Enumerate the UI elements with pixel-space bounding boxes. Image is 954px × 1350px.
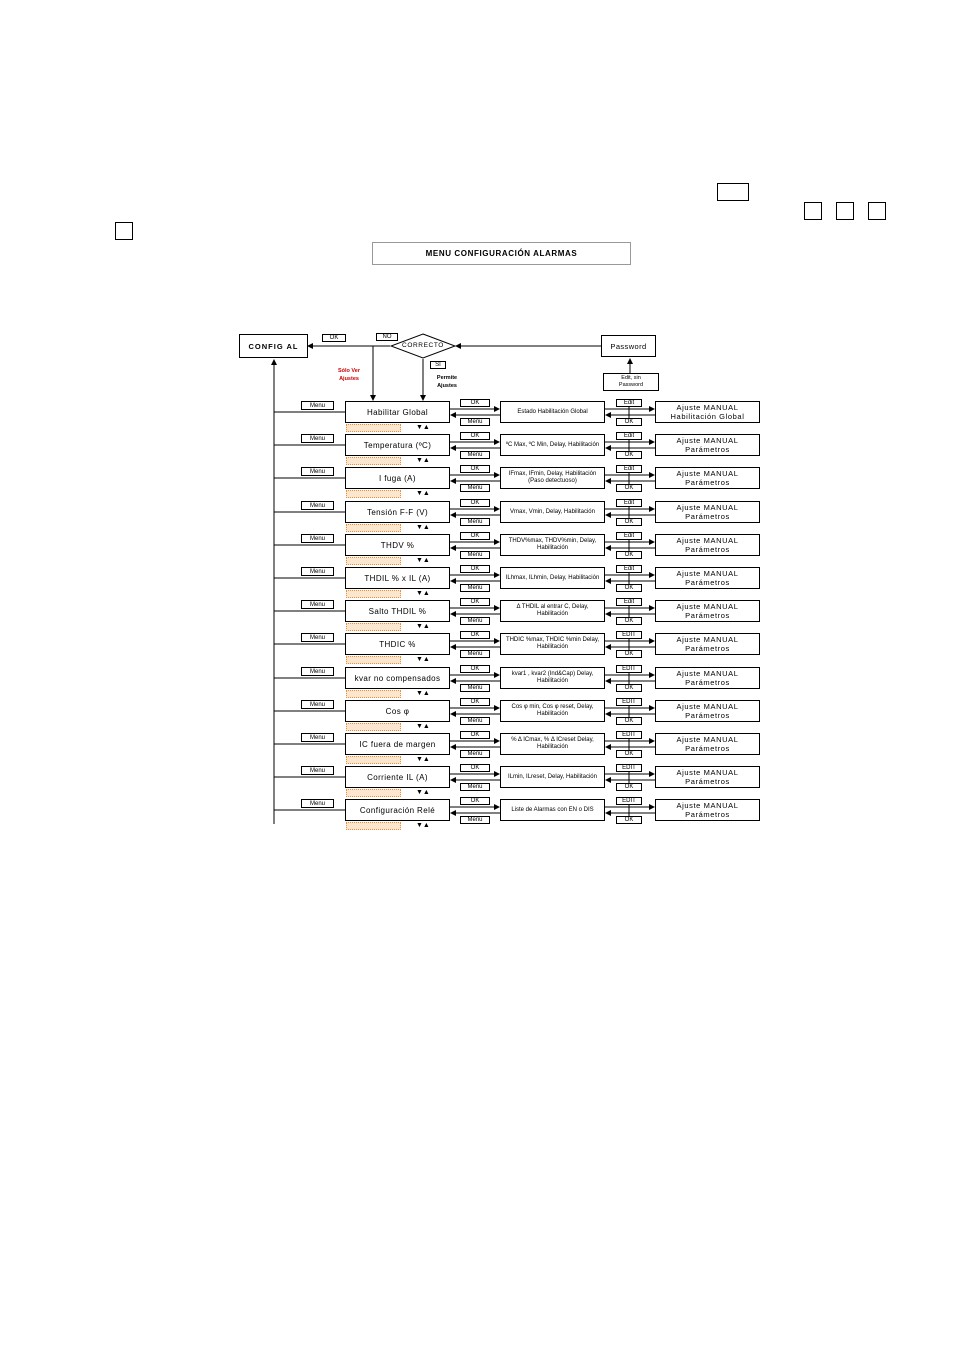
adjust-box-4[interactable]: Ajuste MANUAL Parámetros	[655, 534, 760, 556]
param-box-11: ILmin, ILreset, Delay, Habilitación	[500, 766, 605, 788]
edit-tag[interactable]: Edit	[616, 499, 642, 507]
menu-item-0[interactable]: Habilitar Global	[345, 401, 450, 423]
menu-item-11[interactable]: Corriente IL (A)	[345, 766, 450, 788]
adjust-box-12[interactable]: Ajuste MANUAL Parámetros	[655, 799, 760, 821]
adjust-box-9[interactable]: Ajuste MANUAL Parámetros	[655, 700, 760, 722]
nav-arrows[interactable]: ▼▲	[416, 557, 430, 564]
password-box[interactable]	[601, 335, 656, 357]
scroll-strip	[346, 623, 401, 631]
nav-arrows[interactable]: ▼▲	[416, 789, 430, 796]
menu-back-tag[interactable]: Menu	[301, 799, 334, 808]
nav-arrows[interactable]: ▼▲	[416, 690, 430, 697]
scroll-strip	[346, 690, 401, 698]
edit-tag[interactable]: EDIT	[616, 631, 642, 639]
menu-tag[interactable]: Menu	[460, 418, 490, 426]
permite-ajustes-label: Permite Ajustes	[436, 375, 458, 389]
menu-item-7[interactable]: THDIC %	[345, 633, 450, 655]
page-title: MENU CONFIGURACIÓN ALARMAS	[372, 242, 631, 265]
edit-tag[interactable]: EDIT	[616, 698, 642, 706]
scroll-strip	[346, 723, 401, 731]
menu-item-3[interactable]: Tensión F-F (V)	[345, 501, 450, 523]
menu-back-tag[interactable]: Menu	[301, 434, 334, 443]
param-box-10: % Δ ICmax, % Δ ICreset Delay, Habilitación	[500, 733, 605, 755]
menu-back-tag[interactable]: Menu	[301, 501, 334, 510]
menu-item-9[interactable]: Cos φ	[345, 700, 450, 722]
edit-tag[interactable]: EDIT	[616, 797, 642, 805]
param-box-7: THDIC %max, THDIC %min Delay, Habilitación	[500, 633, 605, 655]
param-box-12: Liste de Alarmas con EN o DIS	[500, 799, 605, 821]
ok-tag[interactable]: OK	[460, 631, 490, 639]
scroll-strip	[346, 424, 401, 432]
ok-tag[interactable]: OK	[460, 731, 490, 739]
correcto-label: CORRECTO	[402, 342, 444, 349]
menu-item-6[interactable]: Salto THDIL %	[345, 600, 450, 622]
ok-tag-right[interactable]: OK	[616, 418, 642, 426]
edit-sin-password-label: Edit, sin Password	[618, 375, 644, 388]
ok-tag-right[interactable]: OK	[616, 584, 642, 592]
ok-tag[interactable]: OK	[460, 399, 490, 407]
ok-tag-right[interactable]: OK	[616, 816, 642, 824]
menu-back-tag[interactable]: Menu	[301, 567, 334, 576]
menu-back-tag[interactable]: Menu	[301, 467, 334, 476]
scroll-strip	[346, 557, 401, 565]
adjust-box-6[interactable]: Ajuste MANUAL Parámetros	[655, 600, 760, 622]
ok-tag[interactable]: OK	[460, 532, 490, 540]
menu-tag[interactable]: Menu	[460, 717, 490, 725]
param-box-1: ºC Max, ºC Min, Delay, Habilitación	[500, 434, 605, 456]
menu-tag[interactable]: Menu	[460, 551, 490, 559]
ok-tag[interactable]: OK	[460, 432, 490, 440]
menu-back-tag[interactable]: Menu	[301, 600, 334, 609]
adjust-box-1[interactable]: Ajuste MANUAL Parámetros	[655, 434, 760, 456]
menu-tag[interactable]: Menu	[460, 750, 490, 758]
si-tag: SI	[430, 361, 446, 369]
ok-tag[interactable]: OK	[460, 764, 490, 772]
nav-arrows[interactable]: ▼▲	[416, 590, 430, 597]
ok-tag-right[interactable]: OK	[616, 783, 642, 791]
menu-tag[interactable]: Menu	[460, 518, 490, 526]
param-box-8: kvar1 , kvar2 (Ind&Cap) Delay, Habilitación	[500, 667, 605, 689]
adjust-box-10[interactable]: Ajuste MANUAL Parámetros	[655, 733, 760, 755]
edit-tag[interactable]: EDIT	[616, 764, 642, 772]
menu-tag[interactable]: Menu	[460, 451, 490, 459]
nav-arrows[interactable]: ▼▲	[416, 623, 430, 630]
menu-tag[interactable]: Menu	[460, 584, 490, 592]
ok-tag[interactable]: OK	[460, 565, 490, 573]
scroll-strip	[346, 756, 401, 764]
nav-arrows[interactable]: ▼▲	[416, 524, 430, 531]
menu-back-tag[interactable]: Menu	[301, 667, 334, 676]
nav-arrows[interactable]: ▼▲	[416, 822, 430, 829]
adjust-box-3[interactable]: Ajuste MANUAL Parámetros	[655, 501, 760, 523]
param-box-9: Cos φ min, Cos φ reset, Delay, Habilitación	[500, 700, 605, 722]
param-box-4: THDV%max, THDV%min, Delay, Habilitación	[500, 534, 605, 556]
config-al-box[interactable]	[239, 334, 308, 358]
menu-back-tag[interactable]: Menu	[301, 401, 334, 410]
menu-tag[interactable]: Menu	[460, 650, 490, 658]
nav-arrows[interactable]: ▼▲	[416, 457, 430, 464]
ok-tag[interactable]: OK	[460, 797, 490, 805]
adjust-box-11[interactable]: Ajuste MANUAL Parámetros	[655, 766, 760, 788]
scroll-strip	[346, 524, 401, 532]
no-tag: NO	[376, 333, 398, 341]
adjust-box-8[interactable]: Ajuste MANUAL Parámetros	[655, 667, 760, 689]
nav-arrows[interactable]: ▼▲	[416, 424, 430, 431]
menu-item-12[interactable]: Configuración Relé	[345, 799, 450, 821]
ok-tag-right[interactable]: OK	[616, 650, 642, 658]
ok-tag[interactable]: OK	[460, 665, 490, 673]
scroll-strip	[346, 822, 401, 830]
menu-tag[interactable]: Menu	[460, 617, 490, 625]
menu-item-10[interactable]: IC fuera de margen	[345, 733, 450, 755]
edit-tag[interactable]: Edit	[616, 432, 642, 440]
edit-tag[interactable]: Edit	[616, 565, 642, 573]
ok-tag[interactable]: OK	[460, 698, 490, 706]
param-box-3: Vmax, Vmin, Delay, Habilitación	[500, 501, 605, 523]
scroll-strip	[346, 490, 401, 498]
edit-tag[interactable]: Edit	[616, 465, 642, 473]
nav-arrows[interactable]: ▼▲	[416, 490, 430, 497]
param-box-2: IFmax, IFmin, Delay, Habilitación (Paso detectuoso)	[500, 467, 605, 489]
edit-tag[interactable]: Edit	[616, 532, 642, 540]
edit-tag[interactable]: EDIT	[616, 665, 642, 673]
ok-tag-right[interactable]: OK	[616, 484, 642, 492]
ok-tag-right[interactable]: OK	[616, 684, 642, 692]
ok-tag[interactable]: OK	[460, 598, 490, 606]
nav-arrows[interactable]: ▼▲	[416, 656, 430, 663]
ok-tag-right[interactable]: OK	[616, 551, 642, 559]
param-box-6: Δ THDIL al entrar C, Delay, Habilitación	[500, 600, 605, 622]
param-box-0: Estado Habilitación Global	[500, 401, 605, 423]
ok-tag-right[interactable]: OK	[616, 750, 642, 758]
ok-tag-right[interactable]: OK	[616, 717, 642, 725]
adjust-box-2[interactable]: Ajuste MANUAL Parámetros	[655, 467, 760, 489]
edit-tag[interactable]: EDIT	[616, 731, 642, 739]
menu-tag[interactable]: Menu	[460, 484, 490, 492]
menu-item-4[interactable]: THDV %	[345, 534, 450, 556]
menu-back-tag[interactable]: Menu	[301, 766, 334, 775]
adjust-box-7[interactable]: Ajuste MANUAL Parámetros	[655, 633, 760, 655]
scroll-strip	[346, 457, 401, 465]
solo-ver-ajustes-label: Sólo Ver Ajustes	[337, 368, 360, 382]
menu-item-5[interactable]: THDIL % x IL (A)	[345, 567, 450, 589]
nav-arrows[interactable]: ▼▲	[416, 756, 430, 763]
config-al-label: CONFIG AL	[248, 341, 299, 351]
menu-tag[interactable]: Menu	[460, 783, 490, 791]
ok-tag[interactable]: OK	[460, 465, 490, 473]
edit-tag[interactable]: Edit	[616, 399, 642, 407]
menu-back-tag[interactable]: Menu	[301, 700, 334, 709]
adjust-box-5[interactable]: Ajuste MANUAL Parámetros	[655, 567, 760, 589]
edit-sin-password-box[interactable]	[603, 373, 659, 391]
menu-tag[interactable]: Menu	[460, 684, 490, 692]
ok-tag-top: OK	[322, 334, 346, 342]
scroll-strip	[346, 656, 401, 664]
ok-tag-right[interactable]: OK	[616, 518, 642, 526]
scroll-strip	[346, 590, 401, 598]
param-box-5: ILhmax, ILhmin, Delay, Habilitación	[500, 567, 605, 589]
adjust-box-0[interactable]: Ajuste MANUAL Habilitación Global	[655, 401, 760, 423]
ok-tag-right[interactable]: OK	[616, 451, 642, 459]
menu-tag[interactable]: Menu	[460, 816, 490, 824]
menu-item-1[interactable]: Temperatura (ºC)	[345, 434, 450, 456]
menu-item-2[interactable]: I fuga (A)	[345, 467, 450, 489]
menu-back-tag[interactable]: Menu	[301, 534, 334, 543]
edit-tag[interactable]: Edit	[616, 598, 642, 606]
password-label: Password	[610, 341, 647, 351]
ok-tag[interactable]: OK	[460, 499, 490, 507]
menu-item-8[interactable]: kvar no compensados	[345, 667, 450, 689]
ok-tag-right[interactable]: OK	[616, 617, 642, 625]
menu-back-tag[interactable]: Menu	[301, 733, 334, 742]
menu-back-tag[interactable]: Menu	[301, 633, 334, 642]
scroll-strip	[346, 789, 401, 797]
nav-arrows[interactable]: ▼▲	[416, 723, 430, 730]
